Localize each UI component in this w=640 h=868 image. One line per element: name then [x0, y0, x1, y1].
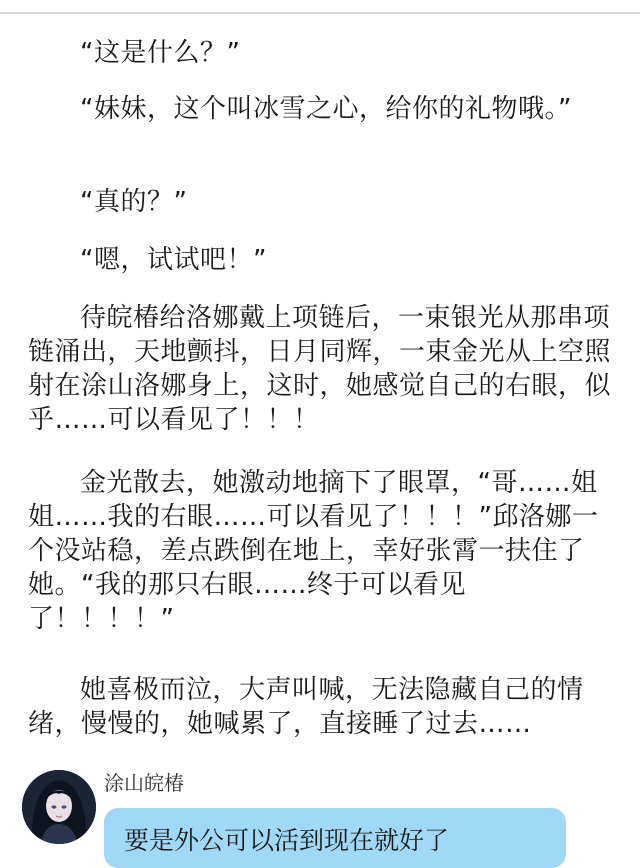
story-paragraph: “真的？” — [80, 187, 188, 217]
message-bubble[interactable] — [104, 808, 566, 868]
story-paragraph: 待皖椿给洛娜戴上项链后，一束银光从那串项链涌出，天地颤抖，日月同辉，一束金光从上空照射在涂山洛娜身上，这时，她感觉自己的右眼，似乎……可以看见了！！！ — [28, 303, 612, 435]
sender-name: 涂山皖椿 — [104, 771, 184, 795]
chat-message — [0, 760, 640, 853]
avatar[interactable] — [22, 770, 96, 844]
story-paragraph: 金光散去，她激动地摘下了眼罩，“哥……姐姐……我的右眼……可以看见了！！！”邱洛娜一个没站稳，差点跌倒在地上，幸好张霄一扶住了她。“我的那只右眼……终于可以看见了！！！！” — [28, 468, 599, 634]
top-divider — [0, 12, 640, 14]
avatar-portrait-icon — [22, 770, 96, 844]
story-paragraph: “嗯，试试吧！” — [80, 245, 267, 275]
story-paragraph: “这是什么？” — [80, 38, 241, 68]
message-text: 要是外公可以活到现在就好了 — [124, 826, 450, 855]
story-paragraph: 她喜极而泣，大声叫喊，无法隐藏自己的情绪，慢慢的，她喊累了，直接睡了过去…… — [28, 675, 584, 739]
story-paragraph: “妹妹，这个叫冰雪之心，给你的礼物哦。” — [80, 94, 572, 124]
